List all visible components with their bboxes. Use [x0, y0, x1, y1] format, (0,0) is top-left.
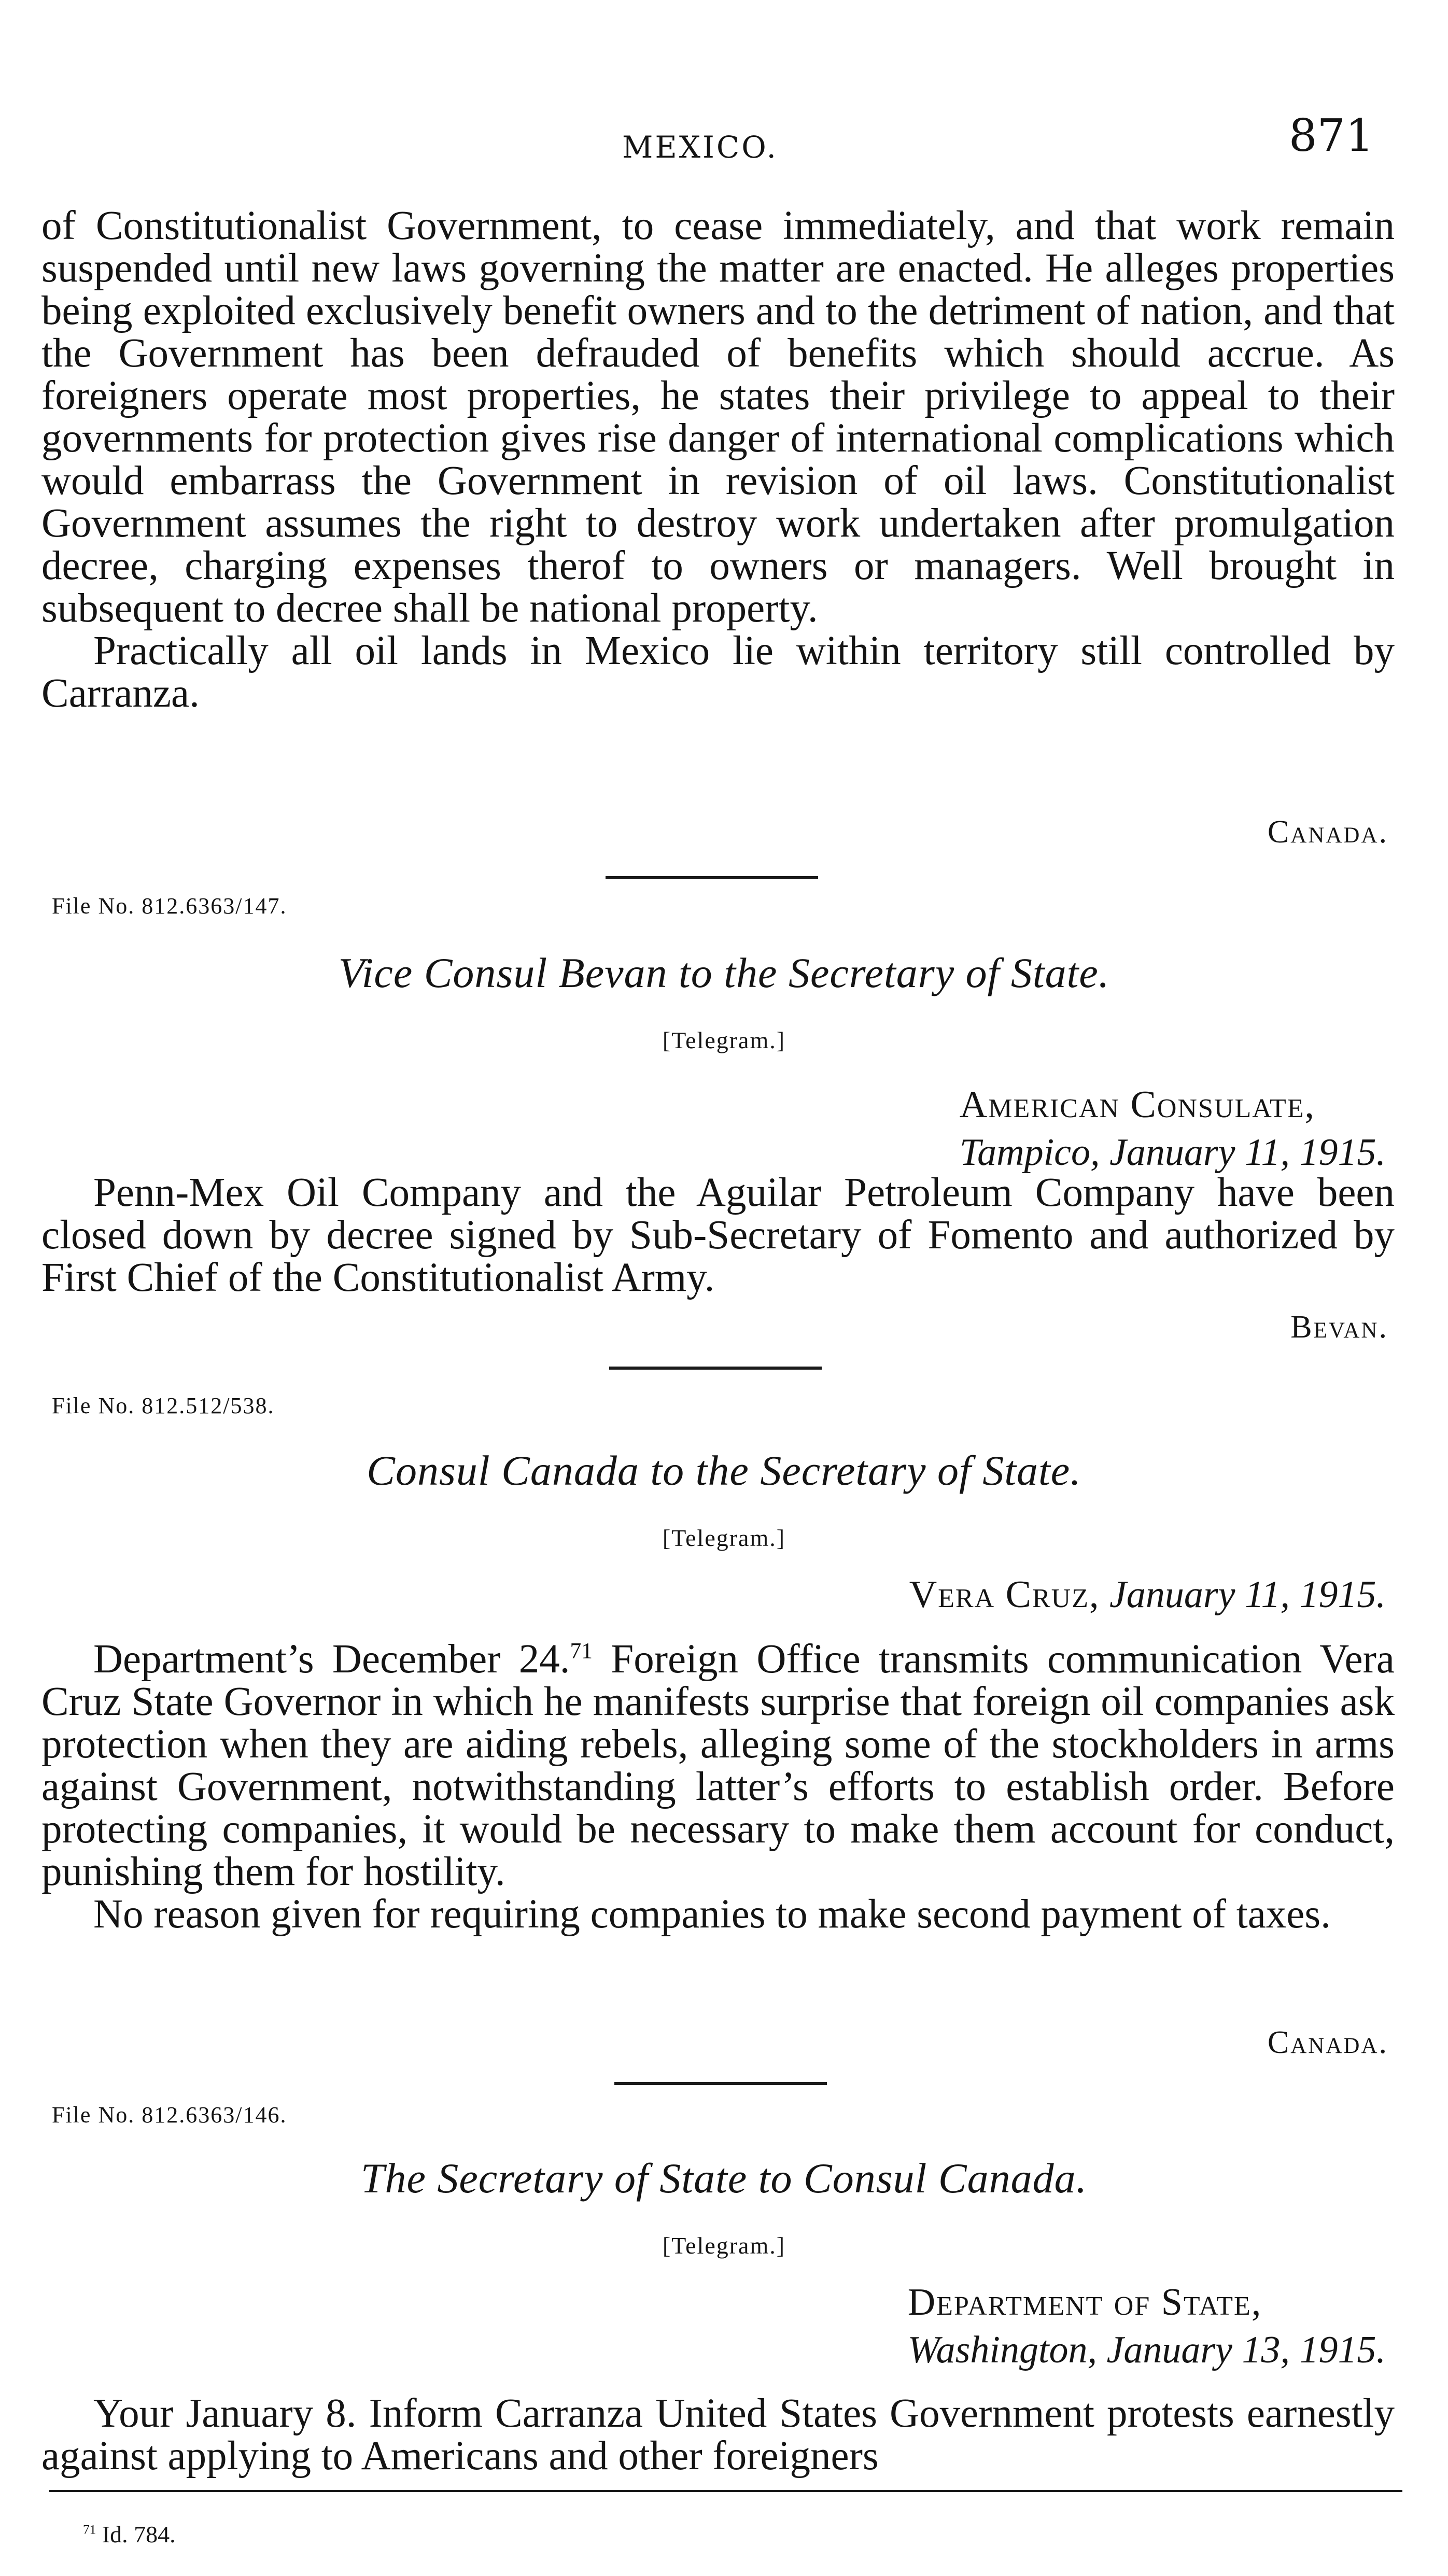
signature: Bevan. — [1290, 1310, 1388, 1345]
dateline-date: January 11, 1915. — [1109, 1573, 1386, 1616]
paragraph: Your January 8. Inform Carranza United States Government protests earnestly against applying to Americans and other foreigners — [41, 2391, 1395, 2479]
message-body — [41, 2392, 1395, 2478]
paragraph: No reason given for requiring companies to make second payment of taxes. — [93, 1892, 1331, 1937]
section-divider — [606, 876, 818, 879]
dateline — [908, 2278, 1386, 2374]
dateline-date: Washington, January 13, 1915. — [907, 2329, 1386, 2371]
document-heading: The Secretary of State to Consul Canada. — [360, 2155, 1088, 2202]
telegram-label: [Telegram.] — [662, 2232, 786, 2259]
document-heading: Consul Canada to the Secretary of State. — [367, 1447, 1081, 1494]
paragraph: of Constitutionalist Government, to cease immediately, and that work remain suspended until new laws governing the matter are enacted. He alleges properties being exploited exclusively benefit owners and to the detriment of nation, and that the Government has been defrauded of benefits which should accrue. As foreigners operate most properties, he states their privilege to appeal to their governments for protection gives rise danger of international complications which would embarrass the Government in revision of oil laws. Constitutionalist Government assumes the right to destroy work undertaken after promulgation decree, charging expenses therof to owners or managers. Well brought in subsequent to decree shall be national property. — [41, 203, 1395, 631]
telegram-label: [Telegram.] — [662, 1525, 786, 1551]
paragraph-text: Foreign Office transmits communication Vera Cruz State Governor in which he manifests surprise that foreign oil companies ask protection when they are aiding rebels, alleging some of the stockholders in arms against Government, notwithstanding latter’s efforts to establish order. Before protecting companies, it would be necessary to make them account for conduct, punishing them for hostility. — [41, 1637, 1395, 1894]
signature: Canada. — [1267, 814, 1388, 850]
dateline-place: Department of State, — [907, 2281, 1262, 2324]
file-number: File No. 812.512/538. — [52, 1393, 275, 1418]
paragraph — [41, 1638, 1395, 1893]
dateline — [960, 1081, 1386, 1176]
page-number: 871 — [1288, 110, 1374, 162]
section-divider — [609, 1367, 822, 1370]
paragraph: Penn-Mex Oil Company and the Aguilar Petroleum Company have been closed down by decree signed by Sub-Secretary of Fomento and authorized by First Chief of the Constitutionalist Army. — [41, 1170, 1395, 1300]
file-number: File No. 812.6363/147. — [52, 893, 287, 919]
message-body — [41, 1638, 1395, 1936]
paragraph: Practically all oil lands in Mexico lie within territory still controlled by Carranza. — [41, 628, 1395, 716]
running-header: MEXICO. — [622, 130, 778, 165]
dateline-place: American Consulate, — [959, 1083, 1316, 1126]
section-divider — [614, 2082, 827, 2085]
document-heading: Vice Consul Bevan to the Secretary of State. — [338, 949, 1110, 996]
dateline — [909, 1571, 1386, 1618]
footnote-number: 71 — [83, 2522, 96, 2537]
dateline-date: Tampico, January 11, 1915. — [959, 1131, 1386, 1174]
footnote-reference: 71 — [570, 1638, 593, 1664]
telegram-label: [Telegram.] — [662, 1027, 786, 1053]
paragraph-text: Department’s December 24. — [93, 1637, 570, 1682]
footnote-divider — [49, 2490, 1402, 2492]
message-body — [41, 1172, 1395, 1299]
continued-message-body — [41, 205, 1395, 715]
signature: Canada. — [1267, 2025, 1388, 2060]
footnote-text: Id. 784. — [102, 2521, 176, 2547]
dateline-place: Vera Cruz, — [909, 1573, 1100, 1616]
footnote — [83, 2521, 176, 2548]
file-number: File No. 812.6363/146. — [52, 2102, 287, 2128]
